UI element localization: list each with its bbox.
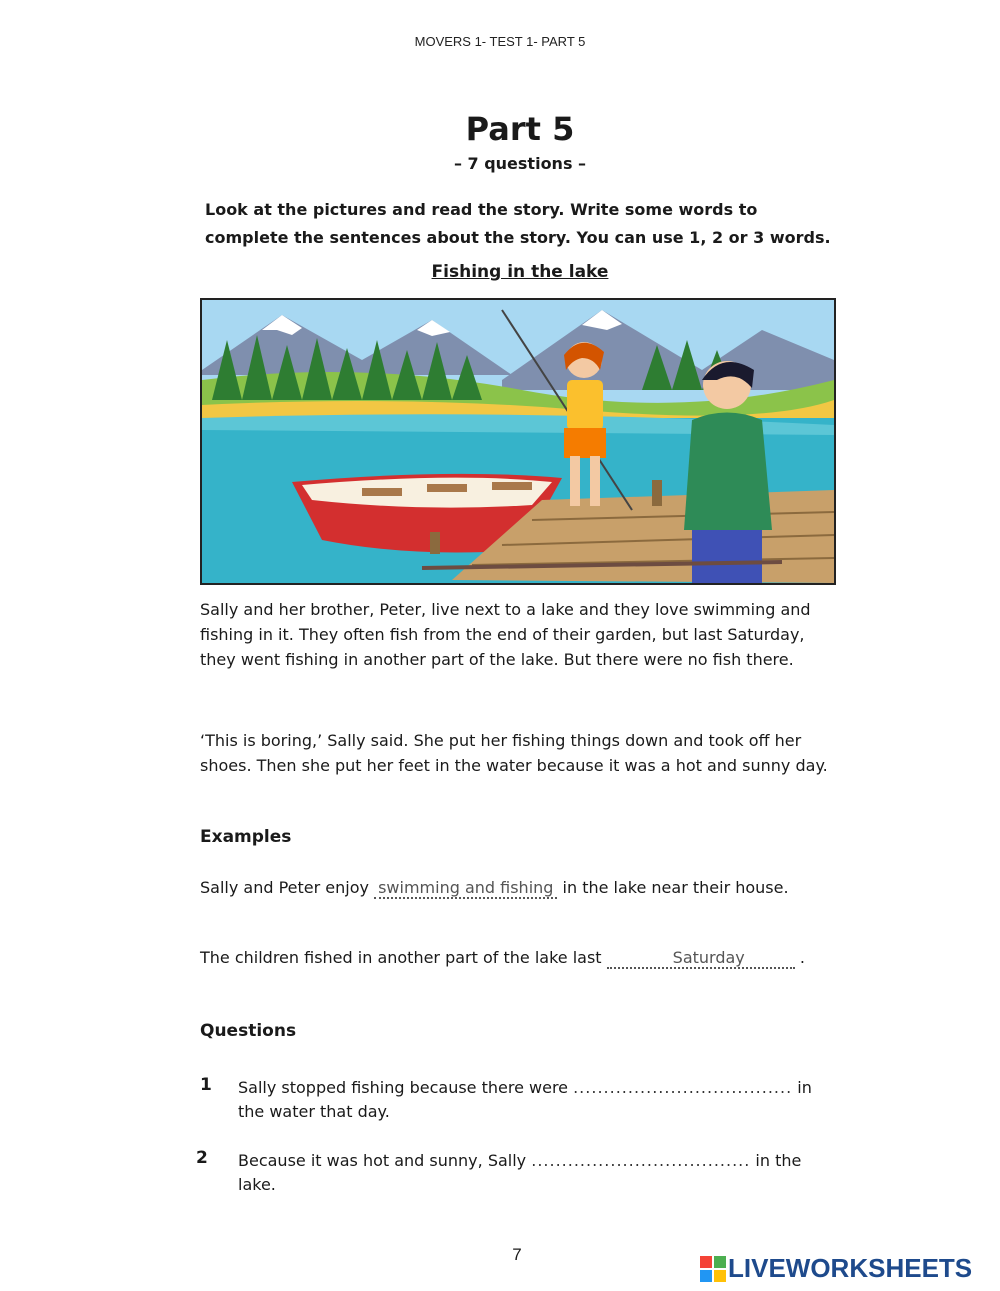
story-illustration bbox=[200, 298, 836, 585]
question-2 bbox=[238, 1149, 828, 1197]
story-title: Fishing in the lake bbox=[431, 262, 609, 282]
example-2 bbox=[200, 946, 840, 970]
question-1-answer-blank[interactable]: .................................... bbox=[573, 1078, 793, 1097]
question-1-number: 1 bbox=[200, 1075, 212, 1095]
lake-scene-image bbox=[202, 300, 834, 583]
question-1-text-after: in the water that day. bbox=[238, 1078, 812, 1121]
part-subtitle: – 7 questions – bbox=[453, 154, 587, 173]
part-title: Part 5 bbox=[465, 110, 575, 148]
example-2-text-before: The children fished in another part of the lake last bbox=[200, 948, 607, 967]
question-2-answer-blank[interactable]: .................................... bbox=[531, 1151, 751, 1170]
question-2-text-before: Because it was hot and sunny, Sally bbox=[238, 1151, 532, 1170]
example-1-answer: swimming and fishing bbox=[374, 878, 557, 899]
question-2-text-after: in the lake. bbox=[238, 1151, 802, 1194]
questions-heading: Questions bbox=[200, 1021, 297, 1041]
liveworksheets-logo-icon bbox=[700, 1256, 726, 1282]
example-1-text-after: in the lake near their house. bbox=[557, 878, 789, 897]
page-number: 7 bbox=[512, 1245, 522, 1264]
liveworksheets-logo-text: LIVEWORKSHEETS bbox=[728, 1253, 973, 1283]
example-1-text-before: Sally and Peter enjoy bbox=[200, 878, 375, 897]
question-1 bbox=[238, 1076, 828, 1124]
question-1-text-before: Sally stopped fishing because there were bbox=[238, 1078, 574, 1097]
story-paragraph-1: Sally and her brother, Peter, live next to a lake and they love swimming and fishing in it. They often fish from the end of their garden, but last Saturday, they went fishing in another part of the lake. But there were no fish there. bbox=[200, 600, 811, 669]
example-1 bbox=[200, 876, 840, 900]
examples-heading: Examples bbox=[200, 827, 292, 847]
page-header: MOVERS 1- TEST 1- PART 5 bbox=[414, 34, 586, 49]
example-2-answer: Saturday bbox=[607, 948, 795, 969]
story-paragraph-2: ‘This is boring,’ Sally said. She put her fishing things down and took off her shoes. Then she put her feet in the water because it was a hot and sunny day. bbox=[200, 731, 828, 775]
example-2-text-after: . bbox=[794, 948, 805, 967]
instructions: Look at the pictures and read the story. Write some words to complete the sentences about the story. You can use 1, 2 or 3 words. bbox=[205, 200, 831, 247]
question-2-number: 2 bbox=[196, 1148, 208, 1168]
